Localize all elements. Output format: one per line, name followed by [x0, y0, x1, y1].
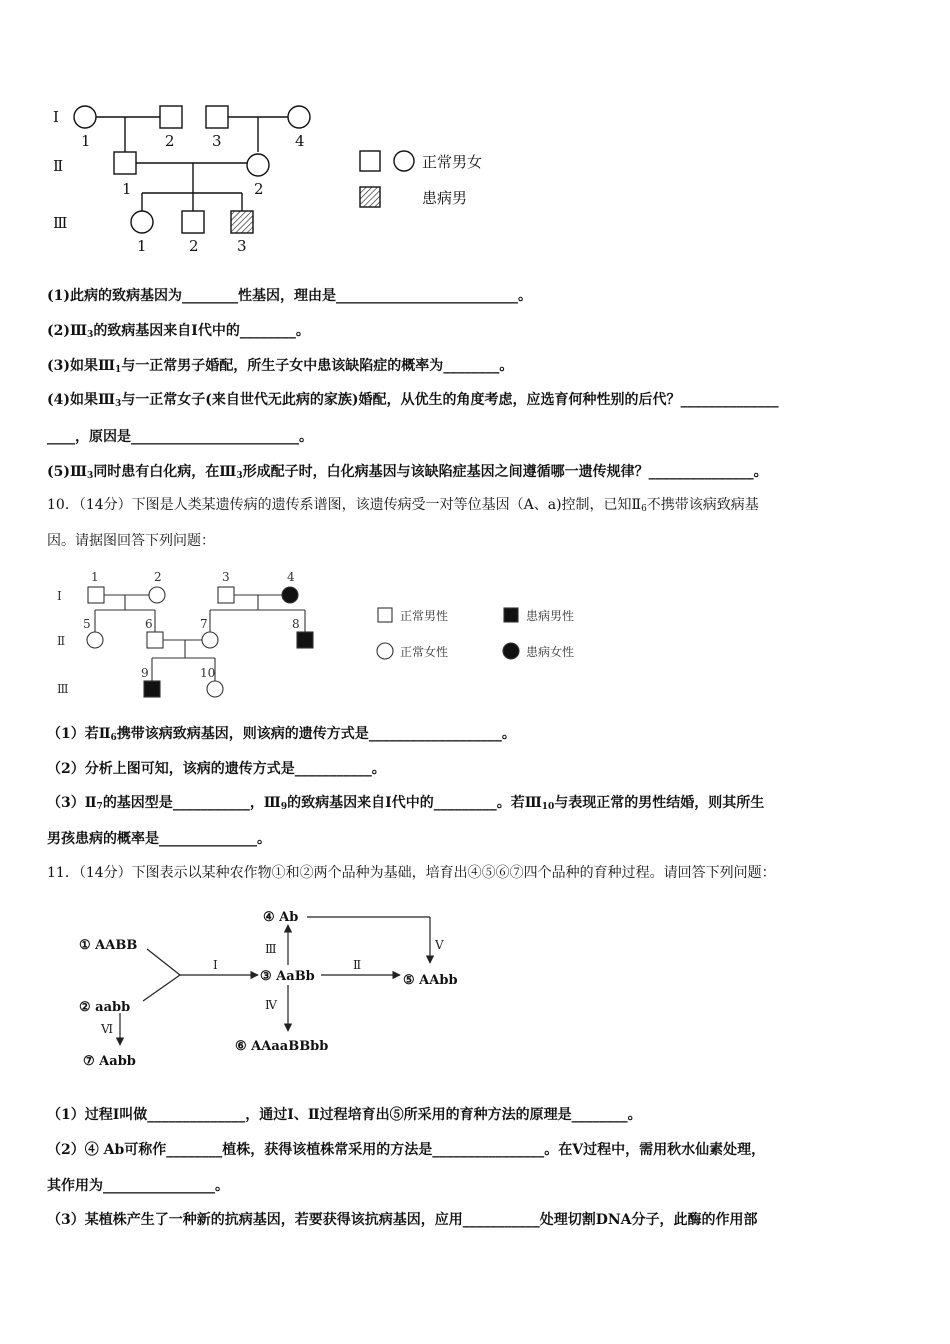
text: 。 — [627, 1107, 642, 1123]
ped2-I3-male — [218, 587, 234, 603]
step-IV-label: Ⅳ — [265, 998, 277, 1012]
subscript: 10 — [541, 802, 555, 812]
subscript: 3 — [87, 330, 94, 340]
q10-heading — [47, 495, 907, 519]
question-stem: 因。请据图回答下列问题： — [47, 533, 215, 549]
step-I-label: Ⅰ — [213, 958, 218, 972]
ped1-num: 4 — [295, 132, 305, 150]
node-1-aabb-uppercase: ① AABB — [79, 938, 138, 953]
text: 的致病基因来自Ⅰ代中的 — [93, 323, 240, 339]
q10-item-2 — [47, 759, 907, 779]
step-VI-label: Ⅵ — [101, 1022, 114, 1036]
ped2-gen-I: Ⅰ — [57, 589, 62, 603]
answer-blank[interactable]: ________________________ — [131, 429, 299, 445]
legend2-normal-male-label: 正常男性 — [400, 609, 449, 623]
text: 植株，获得该植株常采用的方法是 — [222, 1142, 433, 1158]
text: (5)Ⅲ — [47, 464, 88, 480]
legend-affected-male-label: 患病男 — [422, 189, 468, 207]
subscript: 9 — [280, 802, 288, 812]
ped1-I2-male — [160, 106, 182, 128]
subscript: 7 — [96, 802, 103, 812]
text: 。 — [371, 761, 386, 777]
ped1-gen-I: Ⅰ — [53, 108, 59, 126]
subscript: 1 — [115, 365, 122, 375]
ped1-gen-III: Ⅲ — [53, 214, 68, 232]
text: 与一正常男子婚配，所生子女中患该缺陷症的概率为 — [121, 358, 444, 374]
ped1-II2-female — [247, 154, 269, 176]
ped1-gen-II: Ⅱ — [53, 157, 64, 175]
text: 男孩患病的概率是 — [47, 831, 159, 847]
text: 携带该病致病基因，则该病的遗传方式是 — [116, 726, 369, 742]
ped1-III2-male — [182, 211, 204, 233]
text: (1)此病的致病基因为 — [47, 288, 182, 304]
text: 。 — [499, 358, 514, 374]
answer-blank[interactable]: ________________ — [103, 1178, 215, 1194]
subscript: 3 — [87, 471, 94, 481]
ped1-III3-affected-male — [231, 211, 253, 233]
text: 。 — [295, 323, 310, 339]
text: （2）分析上图可知，该病的遗传方式是 — [47, 761, 295, 777]
q9-item-1 — [47, 286, 907, 306]
text: ，原因是 — [75, 429, 131, 445]
ped1-num: 1 — [122, 180, 132, 198]
step-II-label: Ⅱ — [353, 958, 362, 972]
step-III-label: Ⅲ — [265, 942, 277, 956]
ped2-II5-female — [87, 632, 103, 648]
q11-item-3 — [47, 1210, 907, 1230]
ped2-I2-female — [149, 587, 165, 603]
legend2-normal-female-icon — [377, 643, 393, 659]
answer-blank[interactable]: _________ — [433, 795, 497, 811]
q9-item-5 — [47, 462, 907, 486]
ped2-I4-affected-female — [282, 587, 298, 603]
text: （3）Ⅱ — [47, 795, 97, 811]
ped2-num: 3 — [222, 570, 230, 584]
ped2-gen-II: Ⅱ — [57, 634, 66, 648]
subscript: 6 — [641, 504, 647, 514]
ped2-num: 1 — [91, 570, 99, 584]
q10-item-3 — [47, 793, 907, 817]
node-3-aabb-hybrid: ③ AaBb — [260, 969, 315, 984]
q9-item-4 — [47, 390, 907, 414]
ped1-num: 2 — [189, 237, 199, 255]
text: 处理切割DNA分子，此酶的作用部 — [539, 1212, 758, 1228]
legend-normal-label: 正常男女 — [422, 153, 483, 171]
q10-item-3-cont — [47, 829, 907, 849]
question-stem: 10．（14分）下图是人类某遗传病的遗传系谱图，该遗传病受一对等位基因（A、a)控制，已知Ⅱ — [47, 497, 642, 513]
node-7-aabb: ⑦ Aabb — [83, 1054, 136, 1069]
ped2-num: 7 — [200, 617, 208, 631]
ped2-num: 6 — [145, 617, 153, 631]
pedigree-figure-2 — [45, 565, 605, 705]
answer-blank[interactable]: ________ — [443, 358, 500, 374]
text: 。在Ⅴ过程中，需用秋水仙素处理， — [544, 1142, 766, 1158]
ped1-I4-female — [288, 106, 310, 128]
answer-blank[interactable]: _______________ — [648, 464, 754, 480]
ped2-num: 2 — [154, 570, 162, 584]
legend2-affected-male-label: 患病男性 — [526, 609, 575, 623]
text: 与一正常女子(来自世代无此病的家族)婚配，从优生的角度考虑，应选育何种性别的后代？ — [121, 392, 681, 408]
q9-item-2 — [47, 321, 907, 345]
answer-blank[interactable]: ______________ — [147, 1107, 246, 1123]
step-V-label: Ⅴ — [435, 938, 444, 952]
q11-item-1 — [47, 1105, 907, 1125]
legend-normal-female-icon — [394, 151, 414, 171]
answer-blank[interactable]: __________________________ — [336, 288, 518, 304]
ped2-II8-affected-male — [297, 632, 313, 648]
answer-blank[interactable]: ________________ — [432, 1142, 545, 1158]
ped2-num: 8 — [292, 617, 300, 631]
answer-blank[interactable]: ____ — [47, 429, 75, 445]
text: 。 — [501, 726, 516, 742]
pedigree-figure-1 — [45, 95, 515, 265]
text: 与表现正常的男性结婚，则其所生 — [554, 795, 765, 811]
text: 。 — [299, 429, 313, 445]
ped2-num: 5 — [83, 617, 91, 631]
text: 。若Ⅲ — [496, 795, 542, 811]
text: ，通过Ⅰ、Ⅱ过程培育出⑤所采用的育种方法的原理是 — [245, 1107, 572, 1123]
legend2-affected-female-label: 患病女性 — [526, 645, 575, 659]
answer-blank[interactable]: ________ — [571, 1107, 628, 1123]
text: 形成配子时，白化病基因与该缺陷症基因之间遵循哪一遗传规律？ — [242, 464, 649, 480]
answer-blank[interactable]: ______________ — [159, 831, 257, 847]
text: （2）④ Ab可称作 — [47, 1142, 167, 1158]
node-5-aabb: ⑤ AAbb — [403, 973, 458, 988]
text: 。 — [753, 464, 768, 480]
text: （1）过程Ⅰ叫做 — [47, 1107, 148, 1123]
ped2-num: 4 — [287, 570, 295, 584]
text: 性基因，理由是 — [238, 288, 336, 304]
answer-blank[interactable]: ___________ — [172, 795, 250, 811]
legend2-normal-female-label: 正常女性 — [400, 645, 449, 659]
text: ，Ⅲ — [249, 795, 281, 811]
answer-blank[interactable]: ________ — [166, 1142, 223, 1158]
legend-normal-male-icon — [360, 151, 380, 171]
q9-item-4-cont — [47, 427, 907, 447]
subscript: 3 — [236, 471, 243, 481]
ped2-gen-III: Ⅲ — [57, 682, 69, 696]
text: 。 — [518, 288, 532, 304]
q9-item-3 — [47, 356, 907, 380]
ped2-III9-affected-male — [144, 681, 160, 697]
text: (4)如果Ⅲ — [47, 392, 116, 408]
node-2-aabb: ② aabb — [79, 1000, 131, 1015]
question-stem: 不携带该病致病基 — [646, 497, 759, 513]
ped1-num: 2 — [254, 180, 264, 198]
ped1-num: 3 — [212, 132, 222, 150]
answer-blank[interactable]: ___________ — [462, 1212, 540, 1228]
ped2-num: 10 — [200, 666, 216, 680]
ped1-num: 1 — [137, 237, 147, 255]
ped2-II6-male — [147, 632, 163, 648]
text: 其作用为 — [47, 1178, 103, 1194]
answer-blank[interactable]: ________ — [239, 323, 296, 339]
answer-blank[interactable]: ___________________ — [368, 726, 502, 742]
ped1-num: 1 — [81, 132, 91, 150]
answer-blank[interactable]: ___________ — [294, 761, 372, 777]
ped1-III1-female — [131, 211, 153, 233]
text: （1）若Ⅱ — [47, 726, 111, 742]
ped2-I1-male — [88, 587, 104, 603]
text: 同时患有白化病，在Ⅲ — [93, 464, 237, 480]
ped1-II1-male — [114, 152, 136, 174]
legend2-affected-female-icon — [503, 643, 519, 659]
q11-item-2-cont — [47, 1176, 907, 1196]
text: (2)Ⅲ — [47, 323, 88, 339]
subscript: 6 — [110, 733, 117, 743]
ped1-I3-male — [206, 106, 228, 128]
text: 。 — [215, 1178, 229, 1194]
subscript: 3 — [115, 399, 122, 409]
node-6-aaaabbbb: ⑥ AAaaBBbb — [235, 1039, 329, 1054]
ped1-num: 2 — [165, 132, 175, 150]
ped2-II7-female — [202, 632, 218, 648]
text: （3）某植株产生了一种新的抗病基因，若要获得该抗病基因，应用 — [47, 1212, 463, 1228]
q11-item-2 — [47, 1140, 907, 1160]
breeding-diagram — [75, 905, 495, 1075]
node-4-ab: ④ Ab — [263, 910, 299, 925]
q11-heading — [47, 863, 907, 883]
q10-item-1 — [47, 724, 907, 748]
legend2-normal-male-icon — [378, 608, 392, 622]
answer-blank[interactable]: ______________ — [680, 392, 779, 408]
ped2-num: 9 — [141, 666, 149, 680]
ped2-III10-female — [207, 681, 223, 697]
legend-affected-male-icon — [360, 187, 380, 207]
text: 的致病基因来自Ⅰ代中的 — [287, 795, 434, 811]
ped1-num: 3 — [237, 237, 247, 255]
ped1-I1-female — [74, 106, 96, 128]
answer-blank[interactable]: ________ — [182, 288, 238, 304]
legend2-affected-male-icon — [504, 608, 518, 622]
text: (3)如果Ⅲ — [47, 358, 116, 374]
text: 的基因型是 — [102, 795, 173, 811]
q10-heading-cont — [47, 531, 907, 551]
text: 。 — [257, 831, 271, 847]
question-stem: 11．（14分）下图表示以某种农作物①和②两个品种为基础，培育出④⑤⑥⑦四个品种的育种过程。请回答下列问题： — [47, 865, 776, 881]
